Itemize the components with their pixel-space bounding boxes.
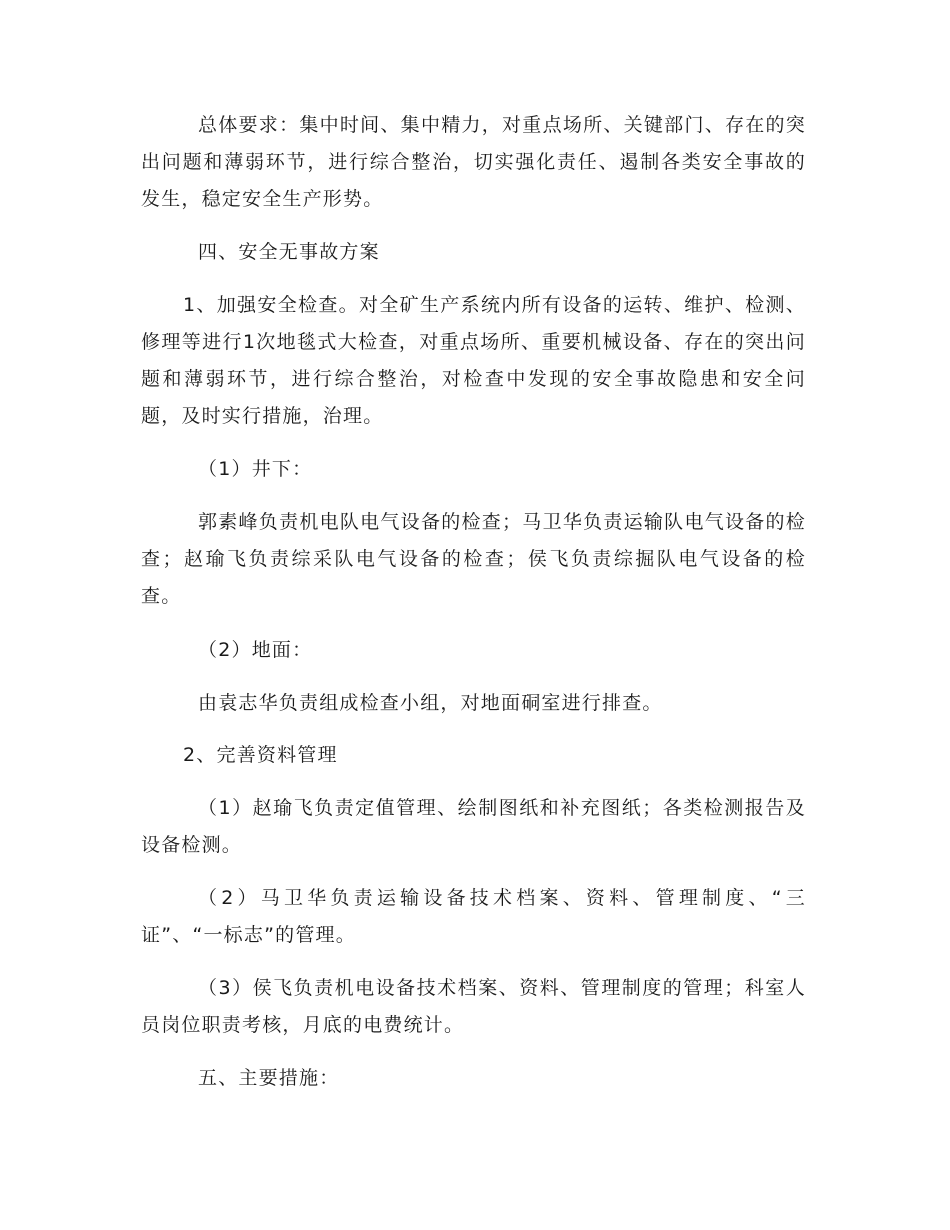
paragraph-data-item-2: （2）马卫华负责运输设备技术档案、资料、管理制度、“三证”、“一标志”的管理。 [141,887,806,946]
heading-section-four: 四、安全无事故方案 [198,241,380,263]
subheading-surface: （2）地面： [198,639,313,661]
heading-data-management: 2、完善资料管理 [183,744,338,766]
paragraph-safety-inspection: 1、加强安全检查。对全矿生产系统内所有设备的运转、维护、检测、修理等进行1次地毯式大检查，对重点场所、重要机械设备、存在的突出问题和薄弱环节，进行综合整治，对检查中发现的安全事故隐患和安全问题，及时实行措施，治理。 [141,294,806,427]
paragraph-surface-assignment: 由袁志华负责组成检查小组，对地面硐室进行排查。 [198,692,663,714]
heading-section-five: 五、主要措施： [198,1067,340,1089]
paragraph-data-item-3: （3）侯飞负责机电设备技术档案、资料、管理制度的管理；科室人员岗位职责考核，月底的电费统计。 [141,977,806,1036]
subheading-underground: （1）井下： [198,458,313,480]
paragraph-general-requirements: 总体要求：集中时间、集中精力，对重点场所、关键部门、存在的突出问题和薄弱环节，进行综合整治，切实强化责任、遏制各类安全事故的发生，稳定安全生产形势。 [141,114,806,210]
paragraph-data-item-1: （1）赵瑜飞负责定值管理、绘制图纸和补充图纸；各类检测报告及设备检测。 [141,797,806,856]
paragraph-underground-assignments: 郭素峰负责机电队电气设备的检查；马卫华负责运输队电气设备的检查；赵瑜飞负责综采队电气设备的检查；侯飞负责综掘队电气设备的检查。 [141,511,806,607]
